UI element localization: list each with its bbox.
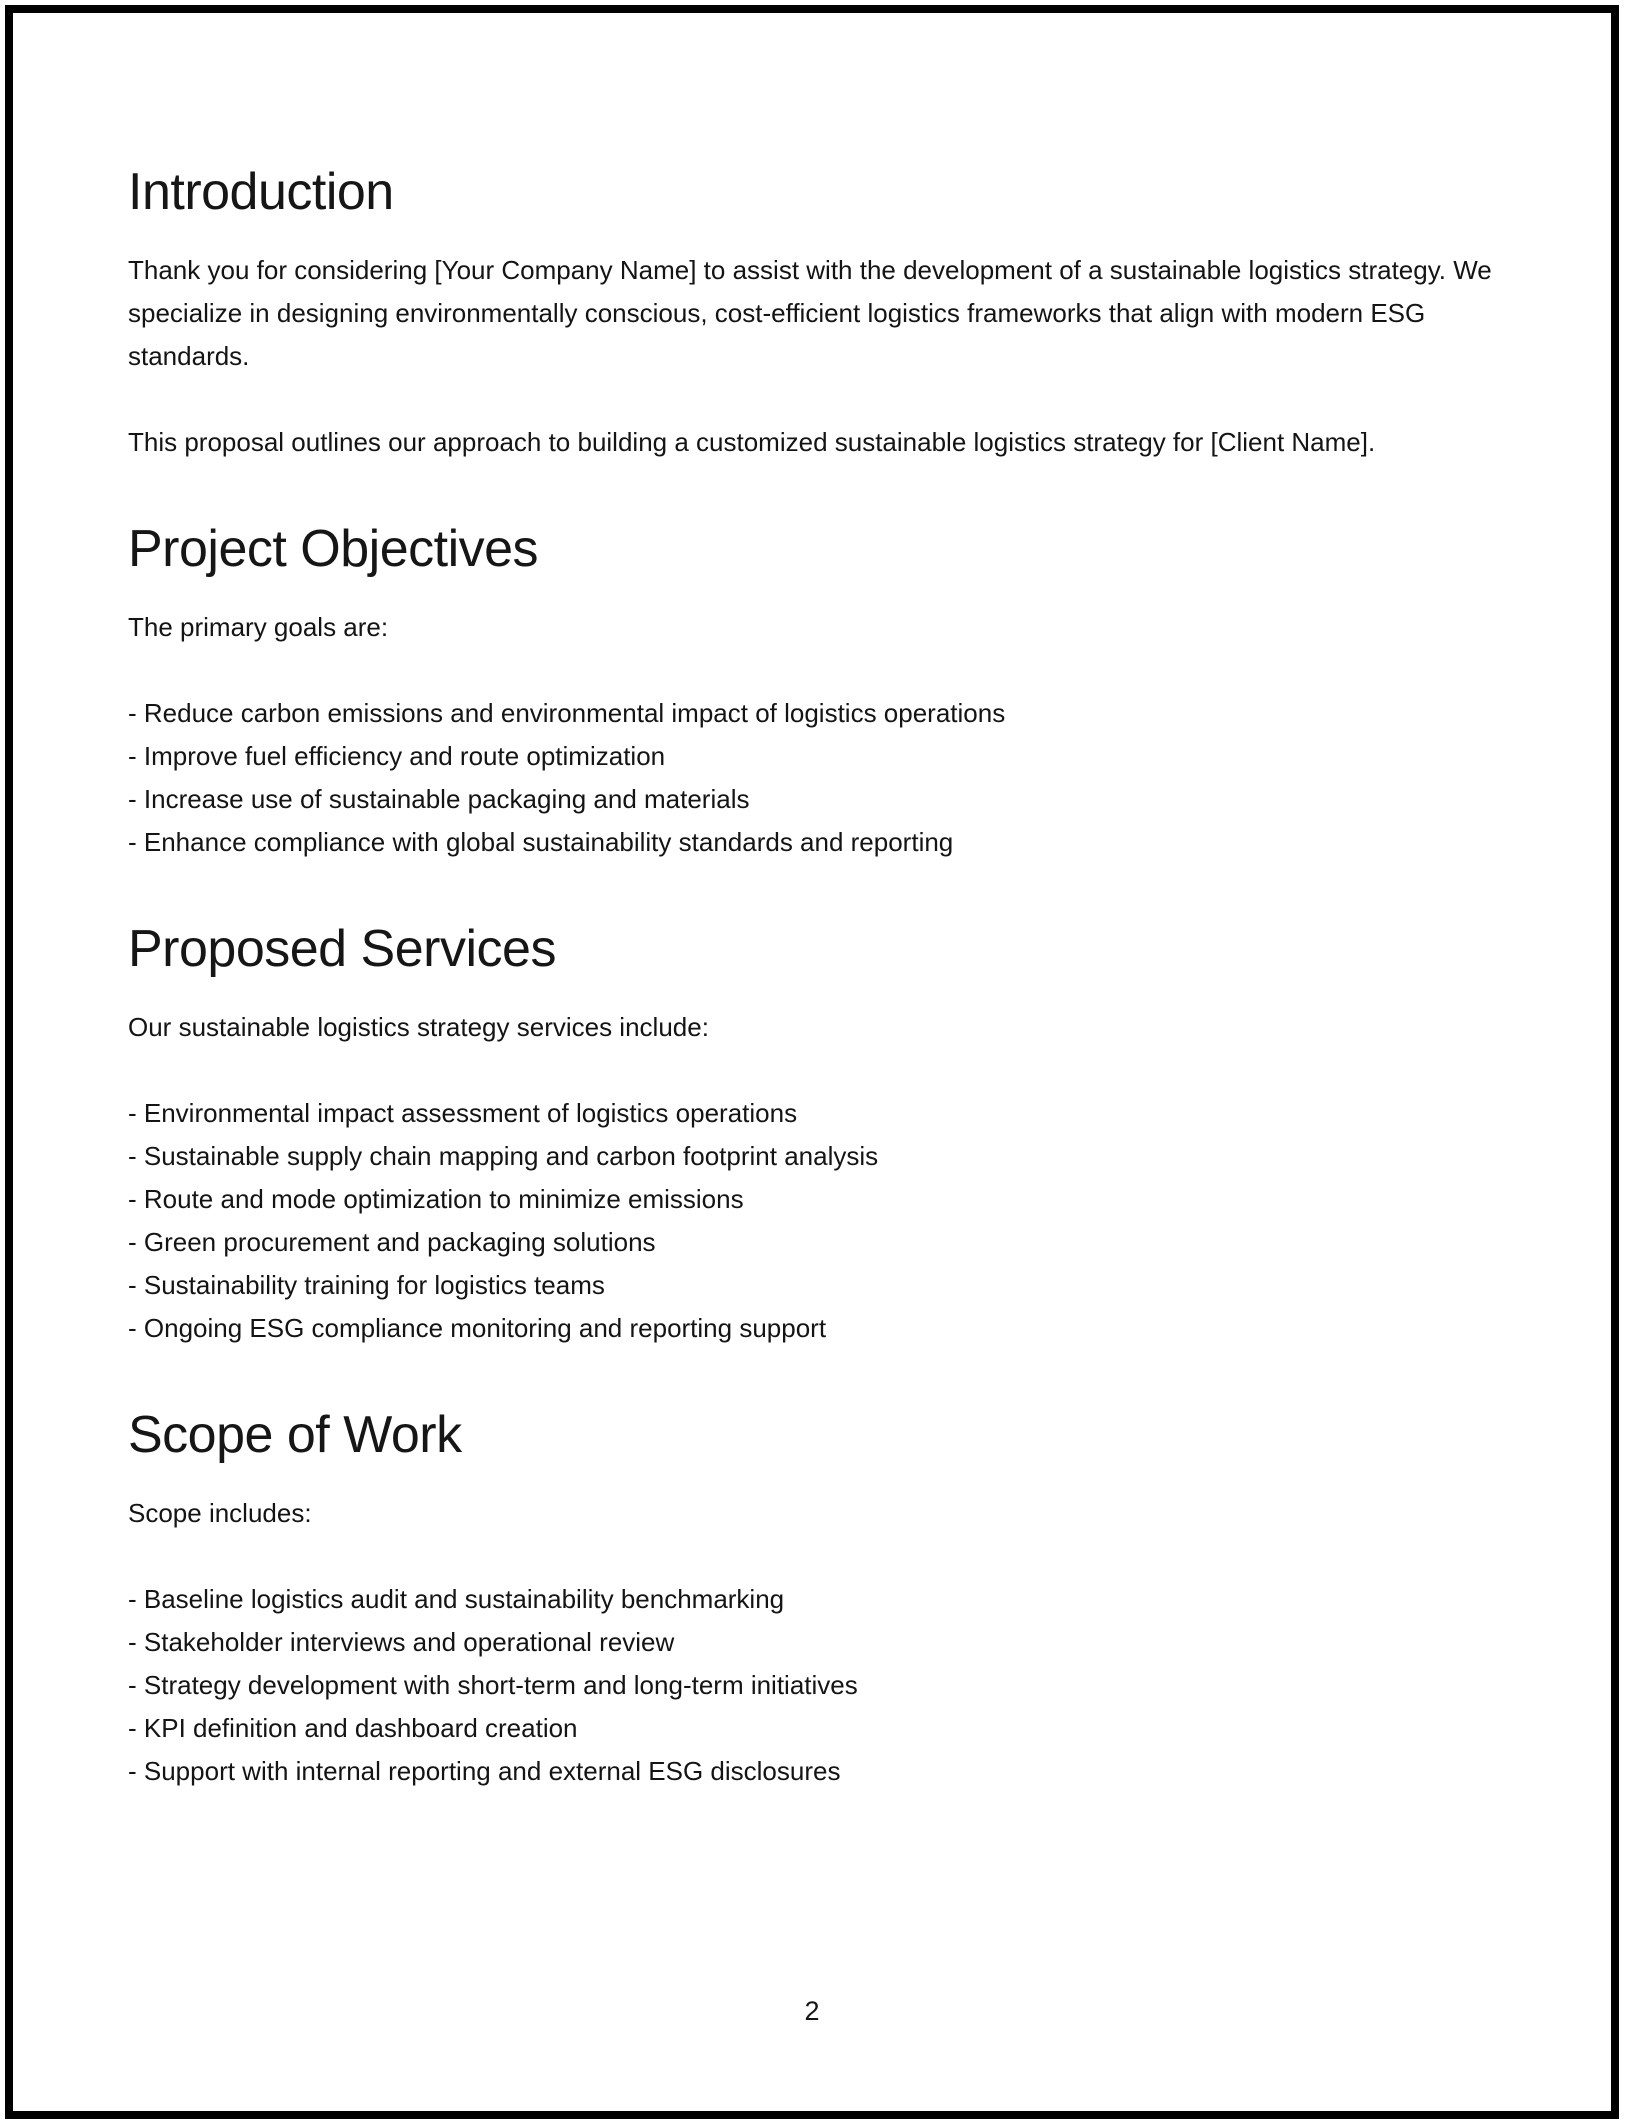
list-item: - Ongoing ESG compliance monitoring and reporting support (128, 1313, 827, 1343)
list-item: - Increase use of sustainable packaging and materials (128, 784, 750, 814)
section-heading-project-objectives: Project Objectives (128, 520, 539, 578)
list-item: - Improve fuel efficiency and route optimization (128, 741, 666, 771)
list-item: - Support with internal reporting and external ESG disclosures (128, 1756, 841, 1786)
project-objectives-lead-in: The primary goals are: (128, 612, 389, 642)
list-item: - Sustainability training for logistics teams (128, 1270, 605, 1300)
scope-of-work-list (128, 1578, 1496, 1793)
list-item: - Green procurement and packaging solutions (128, 1227, 656, 1257)
section-heading-scope-of-work: Scope of Work (128, 1406, 462, 1464)
list-item: - Sustainable supply chain mapping and carbon footprint analysis (128, 1141, 879, 1171)
introduction-paragraph-1: Thank you for considering [Your Company Name] to assist with the development of a sustainable logistics strategy. We specialize in designing environmentally conscious, cost-efficient logistics frameworks that align with modern ESG standards. (128, 255, 1492, 371)
list-item: - KPI definition and dashboard creation (128, 1713, 578, 1743)
scope-of-work-lead-in: Scope includes: (128, 1498, 312, 1528)
list-item: - Strategy development with short-term and long-term initiatives (128, 1670, 858, 1700)
list-item: - Environmental impact assessment of logistics operations (128, 1098, 798, 1128)
list-item: - Reduce carbon emissions and environmental impact of logistics operations (128, 698, 1006, 728)
project-objectives-list (128, 692, 1496, 864)
list-item: - Route and mode optimization to minimize emissions (128, 1184, 744, 1214)
list-item: - Stakeholder interviews and operational review (128, 1627, 675, 1657)
page-number: 2 (804, 1996, 820, 2026)
section-heading-introduction: Introduction (128, 163, 394, 221)
document-content (128, 13, 1496, 1793)
document-page (5, 5, 1619, 2119)
section-heading-proposed-services: Proposed Services (128, 920, 556, 978)
introduction-paragraph-2: This proposal outlines our approach to building a customized sustainable logistics strategy for [Client Name]. (128, 427, 1376, 457)
proposed-services-list (128, 1092, 1496, 1350)
proposed-services-lead-in: Our sustainable logistics strategy services include: (128, 1012, 709, 1042)
list-item: - Baseline logistics audit and sustainability benchmarking (128, 1584, 785, 1614)
list-item: - Enhance compliance with global sustainability standards and reporting (128, 827, 954, 857)
